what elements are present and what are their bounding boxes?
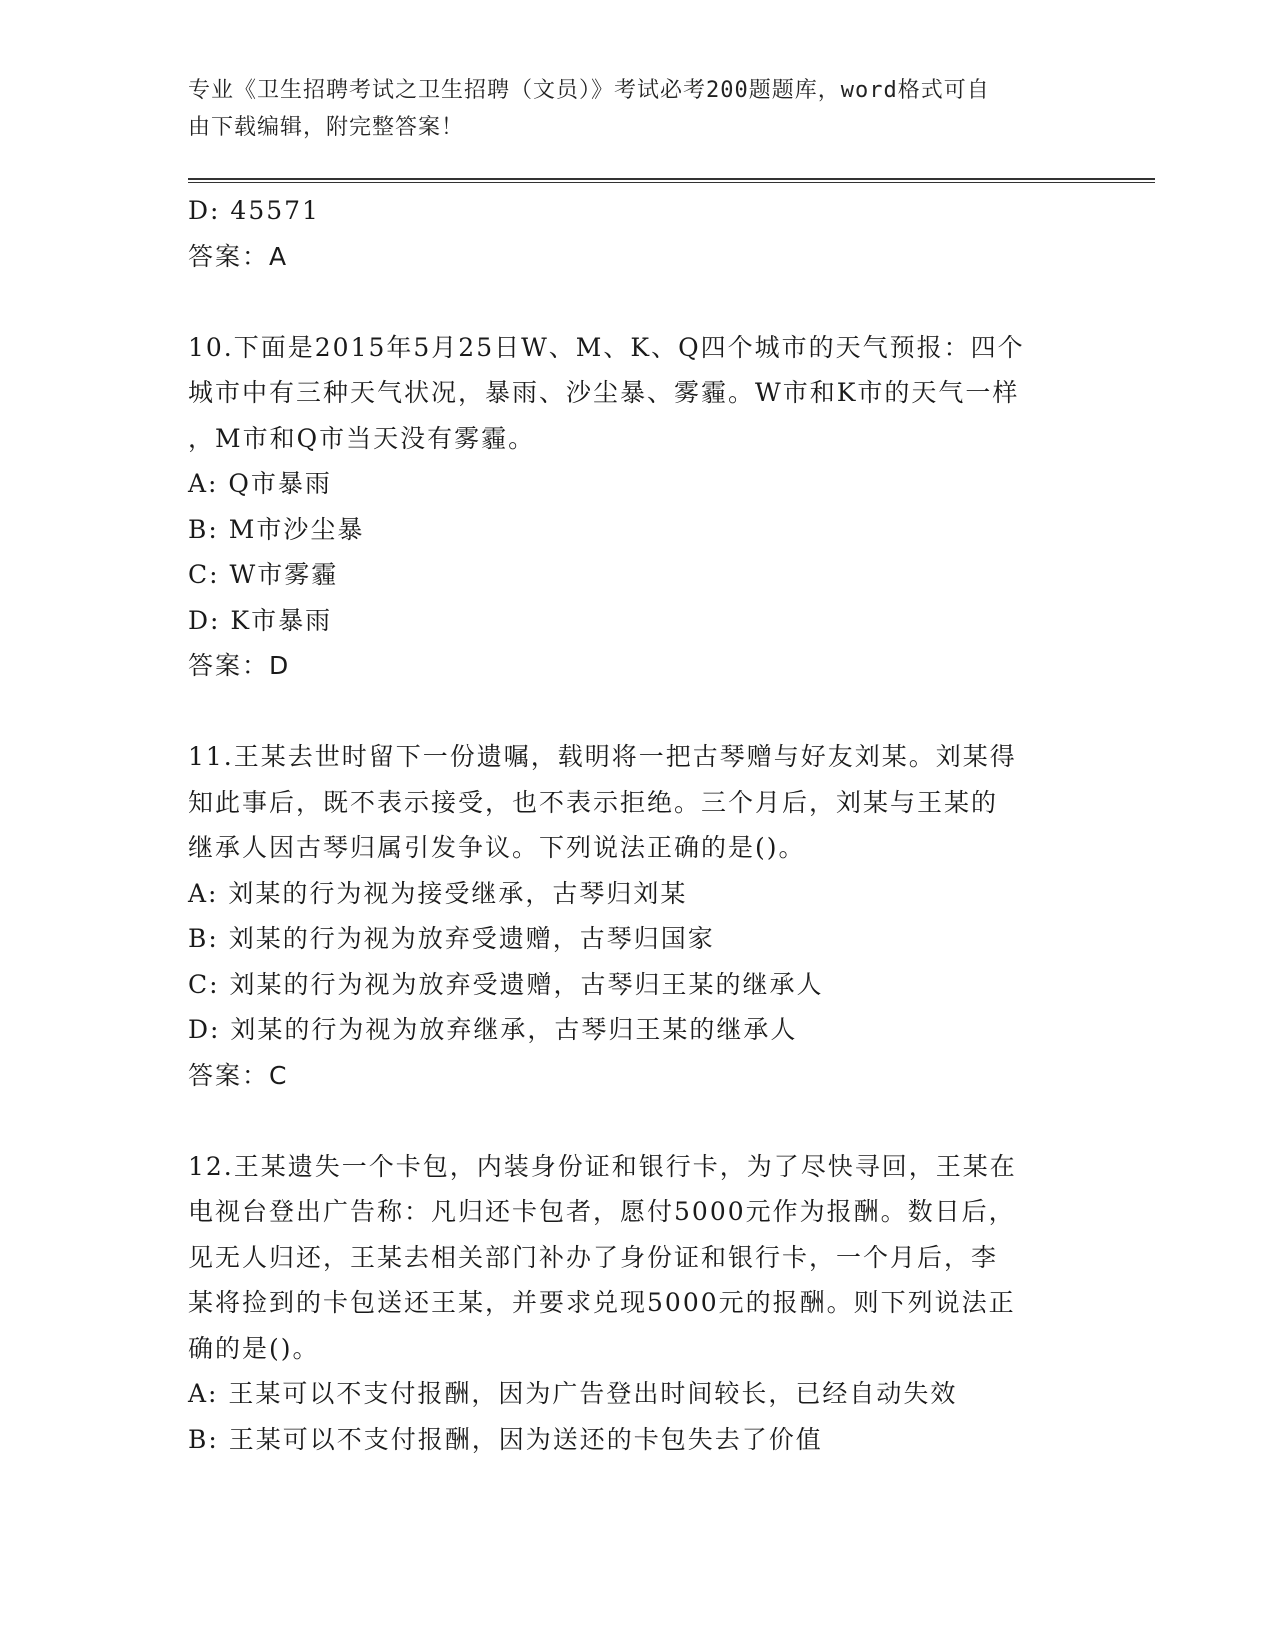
spacer	[188, 1098, 1088, 1144]
question-11-option-a: A: 刘某的行为视为接受继承，古琴归刘某	[188, 878, 688, 908]
question-10-option-c: C: W市雾霾	[188, 560, 339, 589]
question-11-text-1: 11.王某去世时留下一份遗嘱，载明将一把古琴赠与好友刘某。刘某得	[188, 742, 1017, 771]
question-12-text-2: 电视台登出广告称：凡归还卡包者，愿付5000元作为报酬。数日后，	[188, 1197, 1016, 1226]
question-12-text-3: 见无人归还，王某去相关部门补办了身份证和银行卡，一个月后，李	[188, 1242, 999, 1272]
question-11-text-2: 知此事后，既不表示接受，也不表示拒绝。三个月后，刘某与王某的	[188, 787, 999, 817]
question-10-answer: 答案：D	[188, 651, 291, 680]
question-12-text-4: 某将捡到的卡包送还王某，并要求兑现5000元的报酬。则下列说法正	[188, 1288, 1016, 1317]
document-header	[188, 72, 1088, 146]
question-11	[188, 734, 1088, 1098]
question-11-option-c: C: 刘某的行为视为放弃受遗赠，古琴归王某的继承人	[188, 969, 824, 999]
question-12-text-1: 12.王某遗失一个卡包，内装身份证和银行卡，为了尽快寻回，王某在	[188, 1151, 1017, 1181]
question-12-text-5: 确的是()。	[188, 1333, 320, 1363]
question-10-text-1: 10.下面是2015年5月25日W、M、K、Q四个城市的天气预报：四个	[188, 332, 1025, 362]
spacer	[188, 279, 1088, 325]
question-10-text-3: ，M市和Q市当天没有雾霾。	[188, 423, 536, 453]
question-11-option-b: B: 刘某的行为视为放弃受遗赠，古琴归国家	[188, 924, 715, 953]
question-11-answer: 答案：C	[188, 1060, 289, 1090]
question-content	[188, 188, 1088, 1462]
header-line-2: 由下载编辑，附完整答案！	[188, 115, 465, 140]
header-divider-top	[188, 178, 1155, 180]
spacer	[188, 689, 1088, 735]
question-10-option-d: D: K市暴雨	[188, 605, 333, 635]
question-12-option-b: B: 王某可以不支付报酬，因为送还的卡包失去了价值	[188, 1424, 823, 1454]
header-divider-bottom	[188, 182, 1155, 183]
prev-answer: 答案：A	[188, 241, 289, 271]
question-11-option-d: D: 刘某的行为视为放弃继承，古琴归王某的继承人	[188, 1015, 798, 1044]
question-12-option-a: A: 王某可以不支付报酬，因为广告登出时间较长，已经自动失效	[188, 1379, 958, 1408]
question-11-text-3: 继承人因古琴归属引发争议。下列说法正确的是()。	[188, 833, 806, 862]
prev-option-d: D: 45571	[188, 196, 320, 225]
header-line-1: 专业《卫生招聘考试之卫生招聘（文员）》考试必考200题题库，word格式可自	[188, 78, 990, 103]
question-10	[188, 325, 1088, 689]
question-10-option-b: B: M市沙尘暴	[188, 514, 365, 544]
question-10-text-2: 城市中有三种天气状况，暴雨、沙尘暴、雾霾。W市和K市的天气一样	[188, 378, 1020, 407]
question-10-option-a: A: Q市暴雨	[188, 469, 332, 498]
question-12	[188, 1144, 1088, 1463]
